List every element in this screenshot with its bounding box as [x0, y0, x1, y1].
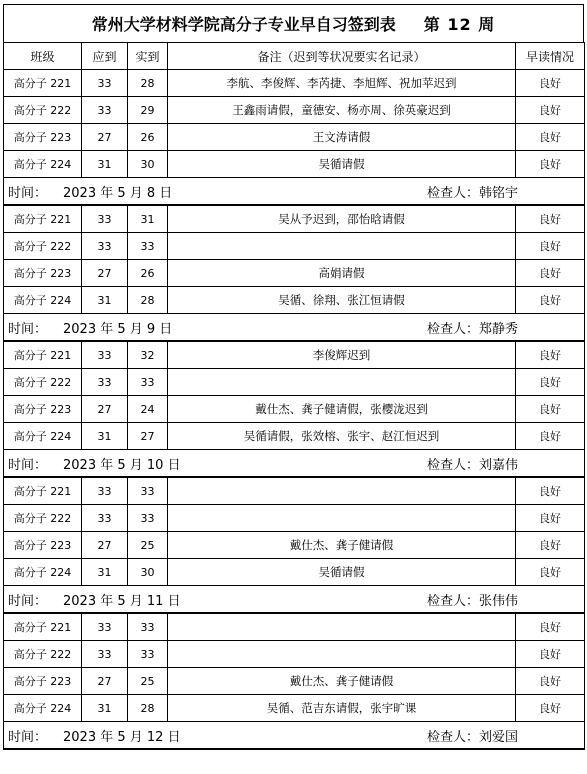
cell-actual: 26 — [128, 260, 168, 287]
cell-class: 高分子 222 — [4, 505, 82, 532]
cell-class: 高分子 221 — [4, 613, 82, 641]
cell-expected: 31 — [82, 151, 128, 178]
cell-class: 高分子 224 — [4, 423, 82, 450]
cell-status: 良好 — [516, 423, 585, 450]
attendance-table — [3, 42, 585, 750]
footer-cell — [4, 450, 585, 478]
cell-note — [168, 477, 516, 505]
title-text: 常州大学材料学院高分子专业早自习签到表 — [91, 15, 396, 34]
cell-status: 良好 — [516, 641, 585, 668]
table-row — [4, 505, 585, 532]
date-value: 2023 年 5 月 12 日 — [63, 729, 181, 745]
date-block — [8, 182, 172, 201]
cell-status: 良好 — [516, 695, 585, 722]
cell-status: 良好 — [516, 613, 585, 641]
inspector-block — [427, 318, 578, 337]
inspector-name: 刘爱国 — [478, 729, 518, 745]
cell-status: 良好 — [516, 532, 585, 559]
cell-actual: 28 — [128, 287, 168, 314]
header-expected: 应到 — [82, 43, 128, 70]
cell-status: 良好 — [516, 477, 585, 505]
table-row — [4, 341, 585, 369]
time-label: 时间： — [8, 457, 48, 473]
table-row — [4, 97, 585, 124]
cell-class: 高分子 224 — [4, 695, 82, 722]
cell-status: 良好 — [516, 559, 585, 586]
cell-status: 良好 — [516, 505, 585, 532]
date-block — [8, 590, 181, 609]
cell-expected: 31 — [82, 695, 128, 722]
cell-note: 戴仕杰、龚子健请假 — [168, 532, 516, 559]
footer-content — [4, 454, 584, 473]
table-row — [4, 423, 585, 450]
inspector-block — [427, 726, 578, 745]
cell-status: 良好 — [516, 151, 585, 178]
cell-expected: 33 — [82, 369, 128, 396]
table-row — [4, 205, 585, 233]
cell-class: 高分子 224 — [4, 559, 82, 586]
cell-note — [168, 505, 516, 532]
cell-actual: 26 — [128, 124, 168, 151]
cell-expected: 27 — [82, 124, 128, 151]
cell-status: 良好 — [516, 124, 585, 151]
cell-class: 高分子 224 — [4, 287, 82, 314]
footer-content — [4, 590, 584, 609]
cell-status: 良好 — [516, 97, 585, 124]
cell-status: 良好 — [516, 205, 585, 233]
cell-actual: 33 — [128, 369, 168, 396]
table-row — [4, 260, 585, 287]
footer-cell — [4, 586, 585, 614]
cell-actual: 24 — [128, 396, 168, 423]
inspector-name: 韩铭宇 — [478, 185, 518, 201]
cell-actual: 28 — [128, 70, 168, 97]
cell-class: 高分子 221 — [4, 341, 82, 369]
inspector-name: 张伟伟 — [478, 593, 518, 609]
header-row — [4, 43, 585, 70]
table-row — [4, 70, 585, 97]
cell-class: 高分子 221 — [4, 477, 82, 505]
cell-actual: 33 — [128, 613, 168, 641]
cell-expected: 27 — [82, 532, 128, 559]
cell-expected: 27 — [82, 668, 128, 695]
table-body — [4, 70, 585, 750]
cell-class: 高分子 222 — [4, 641, 82, 668]
cell-class: 高分子 223 — [4, 396, 82, 423]
cell-expected: 27 — [82, 260, 128, 287]
cell-expected: 33 — [82, 341, 128, 369]
cell-actual: 33 — [128, 477, 168, 505]
header-status: 早读情况 — [516, 43, 585, 70]
inspector-block — [427, 454, 578, 473]
cell-expected: 33 — [82, 613, 128, 641]
cell-expected: 33 — [82, 505, 128, 532]
cell-actual: 28 — [128, 695, 168, 722]
day-footer — [4, 722, 585, 750]
header-actual: 实到 — [128, 43, 168, 70]
footer-cell — [4, 722, 585, 750]
cell-status: 良好 — [516, 369, 585, 396]
cell-actual: 25 — [128, 668, 168, 695]
cell-expected: 31 — [82, 287, 128, 314]
table-row — [4, 532, 585, 559]
inspector-block — [427, 590, 578, 609]
cell-note — [168, 369, 516, 396]
cell-class: 高分子 224 — [4, 151, 82, 178]
table-row — [4, 151, 585, 178]
date-value: 2023 年 5 月 11 日 — [63, 593, 181, 609]
header-class: 班级 — [4, 43, 82, 70]
cell-actual: 33 — [128, 233, 168, 260]
time-label: 时间： — [8, 729, 48, 745]
sheet-title — [3, 4, 584, 42]
cell-note: 李俊辉迟到 — [168, 341, 516, 369]
cell-note: 李航、李俊辉、李芮捷、李旭辉、祝加苹迟到 — [168, 70, 516, 97]
cell-class: 高分子 223 — [4, 668, 82, 695]
cell-status: 良好 — [516, 341, 585, 369]
table-row — [4, 641, 585, 668]
footer-cell — [4, 178, 585, 206]
cell-status: 良好 — [516, 233, 585, 260]
day-footer — [4, 450, 585, 478]
cell-note — [168, 233, 516, 260]
cell-note: 吴循请假 — [168, 559, 516, 586]
cell-note: 王文涛请假 — [168, 124, 516, 151]
attendance-sheet — [3, 4, 584, 750]
table-row — [4, 559, 585, 586]
inspector-name: 郑静秀 — [478, 321, 518, 337]
cell-actual: 33 — [128, 641, 168, 668]
inspector-label: 检查人： — [426, 321, 479, 337]
inspector-block — [427, 182, 578, 201]
footer-content — [4, 726, 584, 745]
table-row — [4, 124, 585, 151]
cell-class: 高分子 221 — [4, 205, 82, 233]
cell-note: 高娟请假 — [168, 260, 516, 287]
cell-actual: 27 — [128, 423, 168, 450]
date-block — [8, 454, 181, 473]
cell-note: 戴仕杰、龚子健请假，张樱泷迟到 — [168, 396, 516, 423]
inspector-label: 检查人： — [426, 593, 479, 609]
inspector-label: 检查人： — [426, 457, 479, 473]
footer-content — [4, 318, 584, 337]
day-footer — [4, 586, 585, 614]
table-row — [4, 477, 585, 505]
inspector-label: 检查人： — [426, 729, 479, 745]
cell-class: 高分子 221 — [4, 70, 82, 97]
cell-class: 高分子 222 — [4, 97, 82, 124]
cell-class: 高分子 222 — [4, 369, 82, 396]
cell-expected: 33 — [82, 233, 128, 260]
cell-actual: 33 — [128, 505, 168, 532]
header-note: 备注（迟到等状况要实名记录） — [168, 43, 516, 70]
cell-actual: 30 — [128, 151, 168, 178]
inspector-label: 检查人： — [426, 185, 479, 201]
cell-status: 良好 — [516, 260, 585, 287]
table-row — [4, 668, 585, 695]
cell-expected: 33 — [82, 70, 128, 97]
cell-note: 吴循请假 — [168, 151, 516, 178]
day-footer — [4, 314, 585, 342]
time-label: 时间： — [8, 185, 48, 201]
cell-actual: 32 — [128, 341, 168, 369]
table-row — [4, 369, 585, 396]
time-label: 时间： — [8, 321, 48, 337]
cell-note: 戴仕杰、龚子健请假 — [168, 668, 516, 695]
time-label: 时间： — [8, 593, 48, 609]
cell-status: 良好 — [516, 396, 585, 423]
cell-expected: 31 — [82, 423, 128, 450]
date-block — [8, 318, 172, 337]
date-value: 2023 年 5 月 9 日 — [63, 321, 173, 337]
cell-class: 高分子 222 — [4, 233, 82, 260]
week-label: 第 12 周 — [423, 15, 496, 34]
cell-actual: 25 — [128, 532, 168, 559]
cell-status: 良好 — [516, 287, 585, 314]
footer-cell — [4, 314, 585, 342]
cell-note: 吴从予迟到，邵怡晗请假 — [168, 205, 516, 233]
cell-expected: 27 — [82, 396, 128, 423]
cell-expected: 31 — [82, 559, 128, 586]
cell-status: 良好 — [516, 70, 585, 97]
date-value: 2023 年 5 月 10 日 — [63, 457, 181, 473]
cell-expected: 33 — [82, 97, 128, 124]
cell-note — [168, 641, 516, 668]
cell-note: 吴循、徐翔、张江恒请假 — [168, 287, 516, 314]
cell-class: 高分子 223 — [4, 124, 82, 151]
cell-expected: 33 — [82, 641, 128, 668]
inspector-name: 刘嘉伟 — [478, 457, 518, 473]
cell-actual: 31 — [128, 205, 168, 233]
table-row — [4, 396, 585, 423]
date-block — [8, 726, 181, 745]
cell-note — [168, 613, 516, 641]
cell-expected: 33 — [82, 477, 128, 505]
day-footer — [4, 178, 585, 206]
cell-status: 良好 — [516, 668, 585, 695]
table-row — [4, 695, 585, 722]
cell-note: 吴循请假，张效榕、张宇、赵江恒迟到 — [168, 423, 516, 450]
cell-class: 高分子 223 — [4, 260, 82, 287]
table-row — [4, 233, 585, 260]
cell-actual: 29 — [128, 97, 168, 124]
cell-expected: 33 — [82, 205, 128, 233]
table-row — [4, 287, 585, 314]
footer-content — [4, 182, 584, 201]
date-value: 2023 年 5 月 8 日 — [63, 185, 173, 201]
table-row — [4, 613, 585, 641]
cell-class: 高分子 223 — [4, 532, 82, 559]
cell-actual: 30 — [128, 559, 168, 586]
cell-note: 吴循、范吉东请假，张宇旷课 — [168, 695, 516, 722]
cell-note: 王鑫雨请假，童德安、杨亦周、徐英豪迟到 — [168, 97, 516, 124]
